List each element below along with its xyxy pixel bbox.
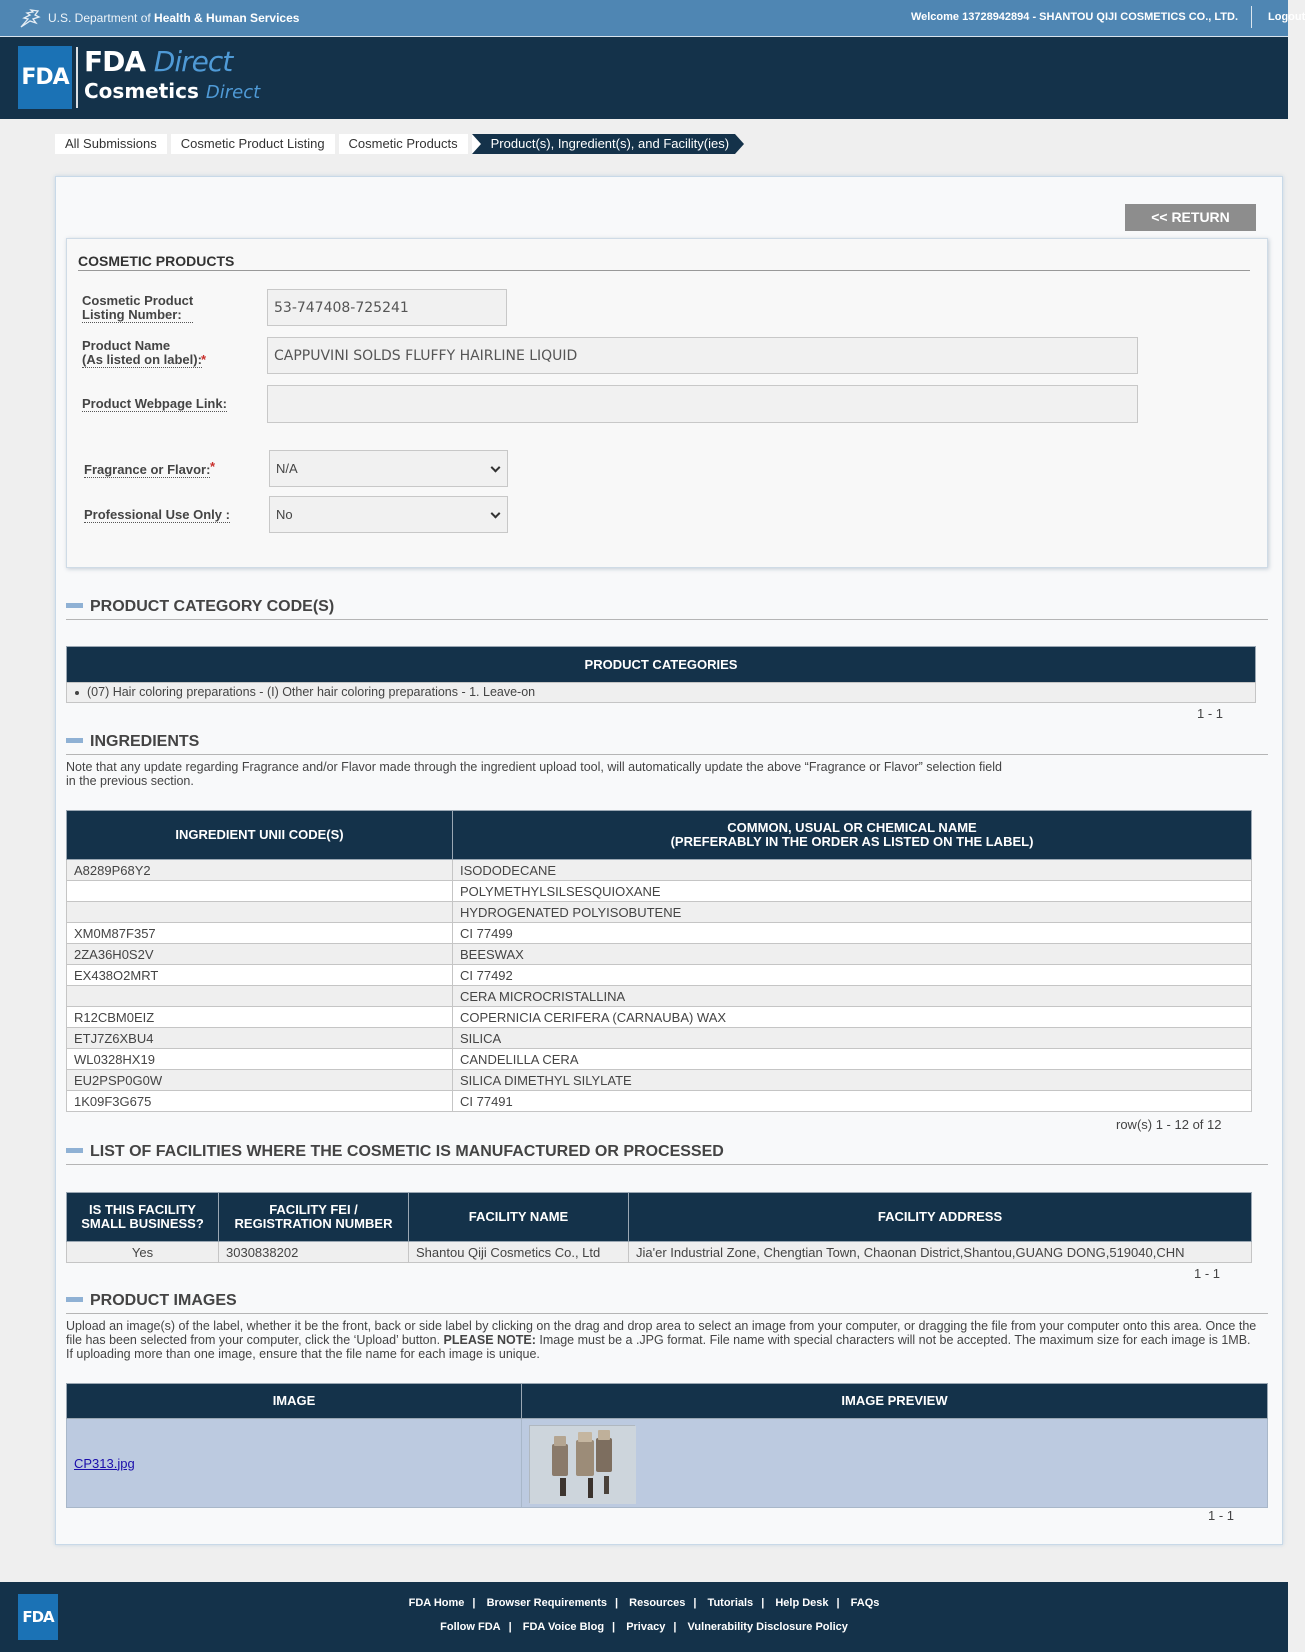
breadcrumb-all-submissions[interactable]: All Submissions — [55, 134, 167, 154]
image-preview-cell — [522, 1419, 1268, 1508]
image-thumbnail[interactable] — [529, 1425, 635, 1503]
table-row — [67, 860, 1252, 881]
footer-separator: | — [761, 1597, 765, 1609]
ingredient-unii-code — [67, 986, 453, 1007]
product-categories-header: PRODUCT CATEGORIES — [67, 647, 1256, 683]
footer-link-privacy[interactable]: Privacy — [626, 1621, 666, 1633]
table-row — [67, 944, 1252, 965]
footer-link-help-desk[interactable]: Help Desk — [775, 1597, 829, 1609]
footer-separator: | — [472, 1597, 476, 1609]
footer-separator: | — [673, 1621, 677, 1633]
hhs-top-bar — [0, 0, 1305, 37]
categories-pager: 1 - 1 — [1197, 706, 1224, 721]
table-row — [67, 1419, 1268, 1508]
table-row — [67, 923, 1252, 944]
footer-link-resources[interactable]: Resources — [629, 1597, 686, 1609]
return-button[interactable]: << RETURN — [1125, 204, 1256, 231]
professional-use-label: Professional Use Only : — [84, 507, 230, 522]
breadcrumb-cosmetic-products[interactable]: Cosmetic Products — [339, 134, 468, 154]
section-divider — [66, 754, 1268, 755]
ingredients-heading[interactable]: INGREDIENTS — [66, 733, 199, 753]
images-pager: 1 - 1 — [1208, 1508, 1235, 1523]
table-row — [67, 1070, 1252, 1091]
ingredient-unii-code: 2ZA36H0S2V — [67, 944, 453, 965]
webpage-link-field[interactable] — [267, 385, 1138, 423]
app-footer — [0, 1582, 1288, 1652]
ingredient-name: COPERNICIA CERIFERA (CARNAUBA) WAX — [453, 1007, 1252, 1028]
images-note: Upload an image(s) of the label, whether it be the front, back or side label by clicking on the drag and drop area to select an image from your computer, or dragging the file from your computer onto this area. Once the file has been selected from your computer, click the ‘Upload’ button. PLEASE NOTE: Image must be a .JPG format. File name with special characters will not be accepted. The maximum size for each image is 1MB. If uploading more than one image, ensure that the file name for each image is unique. — [66, 1319, 1257, 1361]
facilities-heading[interactable]: LIST OF FACILITIES WHERE THE COSMETIC IS MANUFACTURED OR PROCESSED — [66, 1143, 724, 1163]
col-unii-code: INGREDIENT UNII CODE(S) — [67, 811, 453, 860]
table-row — [67, 881, 1252, 902]
breadcrumb-current-page: Product(s), Ingredient(s), and Facility(ies) — [481, 134, 735, 154]
app-header — [0, 37, 1288, 119]
col-image: IMAGE — [67, 1384, 522, 1419]
ingredients-table-body — [67, 860, 1252, 1112]
section-divider — [78, 270, 1250, 271]
chevron-down-icon — [491, 508, 501, 518]
section-divider — [66, 1313, 1268, 1314]
chevron-down-icon — [491, 462, 501, 472]
ingredients-table — [66, 810, 1252, 1112]
table-row — [67, 1242, 1252, 1263]
ingredient-name: CI 77491 — [453, 1091, 1252, 1112]
topbar-divider — [1251, 6, 1252, 28]
ingredients-pager: row(s) 1 - 12 of 12 — [1116, 1117, 1222, 1132]
listing-number-field[interactable]: 53-747408-725241 — [267, 289, 507, 326]
cosmetic-products-title: COSMETIC PRODUCTS — [78, 253, 235, 269]
facility-name: Shantou Qiji Cosmetics Co., Ltd — [409, 1242, 629, 1263]
category-list-item: (07) Hair coloring preparations - (I) Other hair coloring preparations - 1. Leave-on — [66, 682, 1256, 703]
hhs-eagle-icon — [18, 7, 42, 31]
ingredient-unii-code: XM0M87F357 — [67, 923, 453, 944]
ingredient-unii-code: R12CBM0EIZ — [67, 1007, 453, 1028]
facility-fei: 3030838202 — [219, 1242, 409, 1263]
ingredient-name: CI 77499 — [453, 923, 1252, 944]
breadcrumb — [55, 134, 739, 154]
footer-link-fda-voice-blog[interactable]: FDA Voice Blog — [522, 1621, 605, 1633]
table-row — [67, 986, 1252, 1007]
ingredient-name: CERA MICROCRISTALLINA — [453, 986, 1252, 1007]
col-small-business: IS THIS FACILITY SMALL BUSINESS? — [67, 1193, 219, 1242]
product-images-heading[interactable]: PRODUCT IMAGES — [66, 1292, 237, 1312]
image-file-cell — [67, 1419, 522, 1508]
fragrance-select[interactable]: N/A — [269, 450, 508, 487]
breadcrumb-cosmetic-product-listing[interactable]: Cosmetic Product Listing — [171, 134, 335, 154]
ingredient-name: POLYMETHYLSILSESQUIOXANE — [453, 881, 1252, 902]
ingredient-name: CANDELILLA CERA — [453, 1049, 1252, 1070]
facilities-table — [66, 1192, 1252, 1263]
table-row — [67, 902, 1252, 923]
ingredient-unii-code: 1K09F3G675 — [67, 1091, 453, 1112]
ingredient-name: ISODODECANE — [453, 860, 1252, 881]
col-fei-number: FACILITY FEI / REGISTRATION NUMBER — [219, 1193, 409, 1242]
footer-fda-logo[interactable]: FDA — [18, 1594, 58, 1640]
col-chemical-name: COMMON, USUAL OR CHEMICAL NAME (PREFERABLY IN THE ORDER AS LISTED ON THE LABEL) — [453, 811, 1252, 860]
col-facility-name: FACILITY NAME — [409, 1193, 629, 1242]
brand-divider — [76, 47, 78, 108]
footer-separator: | — [615, 1597, 619, 1609]
collapse-icon — [66, 603, 83, 608]
product-category-heading[interactable]: PRODUCT CATEGORY CODE(S) — [66, 598, 334, 618]
collapse-icon — [66, 1297, 83, 1302]
logout-link[interactable]: Logout — [1268, 11, 1305, 23]
professional-use-select[interactable]: No — [269, 496, 508, 533]
footer-link-vulnerability-disclosure[interactable]: Vulnerability Disclosure Policy — [687, 1621, 848, 1633]
footer-link-follow-fda[interactable]: Follow FDA — [440, 1621, 501, 1633]
fda-logo[interactable]: FDA — [18, 46, 72, 109]
ingredient-unii-code — [67, 902, 453, 923]
product-categories-table — [66, 646, 1256, 683]
product-name-field[interactable]: CAPPUVINI SOLDS FLUFFY HAIRLINE LIQUID — [267, 337, 1138, 374]
table-row — [67, 1049, 1252, 1070]
fda-direct-brand: FDA Direct — [84, 45, 233, 78]
fragrance-label: Fragrance or Flavor: — [84, 462, 211, 477]
footer-links-row-2 — [0, 1621, 1288, 1633]
collapse-icon — [66, 738, 83, 743]
table-row — [67, 1028, 1252, 1049]
footer-separator: | — [836, 1597, 840, 1609]
ingredient-name: CI 77492 — [453, 965, 1252, 986]
facilities-pager: 1 - 1 — [1194, 1266, 1221, 1281]
footer-link-faqs[interactable]: FAQs — [850, 1597, 880, 1609]
col-image-preview: IMAGE PREVIEW — [522, 1384, 1268, 1419]
required-marker: * — [201, 352, 207, 367]
ingredient-name: SILICA — [453, 1028, 1252, 1049]
hhs-agency-name[interactable]: U.S. Department of Health & Human Services — [48, 11, 300, 25]
footer-link-tutorials[interactable]: Tutorials — [707, 1597, 754, 1609]
footer-separator: | — [693, 1597, 697, 1609]
ingredient-unii-code: EX438O2MRT — [67, 965, 453, 986]
product-photo-icon — [530, 1426, 636, 1504]
cosmetics-direct-brand: Cosmetics Direct — [84, 79, 261, 103]
footer-separator: | — [612, 1621, 616, 1633]
footer-link-fda-home[interactable]: FDA Home — [408, 1597, 465, 1609]
col-facility-address: FACILITY ADDRESS — [629, 1193, 1252, 1242]
facility-address: Jia'er Industrial Zone, Chengtian Town, Chaonan District,Shantou,GUANG DONG,519040,CHN — [629, 1242, 1252, 1263]
ingredient-unii-code: EU2PSP0G0W — [67, 1070, 453, 1091]
welcome-text: Welcome 13728942894 - SHANTOU QIJI COSMETICS CO., LTD. — [910, 11, 1238, 23]
footer-separator: | — [508, 1621, 512, 1633]
ingredient-unii-code: WL0328HX19 — [67, 1049, 453, 1070]
footer-links-row-1 — [0, 1597, 1288, 1609]
section-divider — [66, 619, 1268, 620]
section-divider — [66, 1164, 1268, 1165]
product-images-table — [66, 1383, 1268, 1508]
ingredient-unii-code: A8289P68Y2 — [67, 860, 453, 881]
collapse-icon — [66, 1148, 83, 1153]
table-row — [67, 1007, 1252, 1028]
bullet-icon — [75, 691, 79, 695]
facility-small-business: Yes — [67, 1242, 219, 1263]
ingredient-unii-code: ETJ7Z6XBU4 — [67, 1028, 453, 1049]
ingredient-unii-code — [67, 881, 453, 902]
required-marker: * — [210, 459, 216, 474]
ingredient-name: HYDROGENATED POLYISOBUTENE — [453, 902, 1252, 923]
ingredient-name: BEESWAX — [453, 944, 1252, 965]
listing-number-label: Cosmetic Product Listing Number: — [82, 293, 194, 322]
product-name-label: Product Name (As listed on label): — [82, 338, 202, 367]
footer-link-browser-requirements[interactable]: Browser Requirements — [486, 1597, 607, 1609]
ingredients-note: Note that any update regarding Fragrance and/or Flavor made through the ingredient upload tool, will automatically update the above “Fragrance or Flavor” selection field in the previous section. — [66, 760, 1002, 788]
table-row — [67, 965, 1252, 986]
ingredient-name: SILICA DIMETHYL SILYLATE — [453, 1070, 1252, 1091]
webpage-link-label: Product Webpage Link: — [82, 396, 227, 411]
image-file-link[interactable]: CP313.jpg — [74, 1455, 135, 1471]
table-row — [67, 1091, 1252, 1112]
